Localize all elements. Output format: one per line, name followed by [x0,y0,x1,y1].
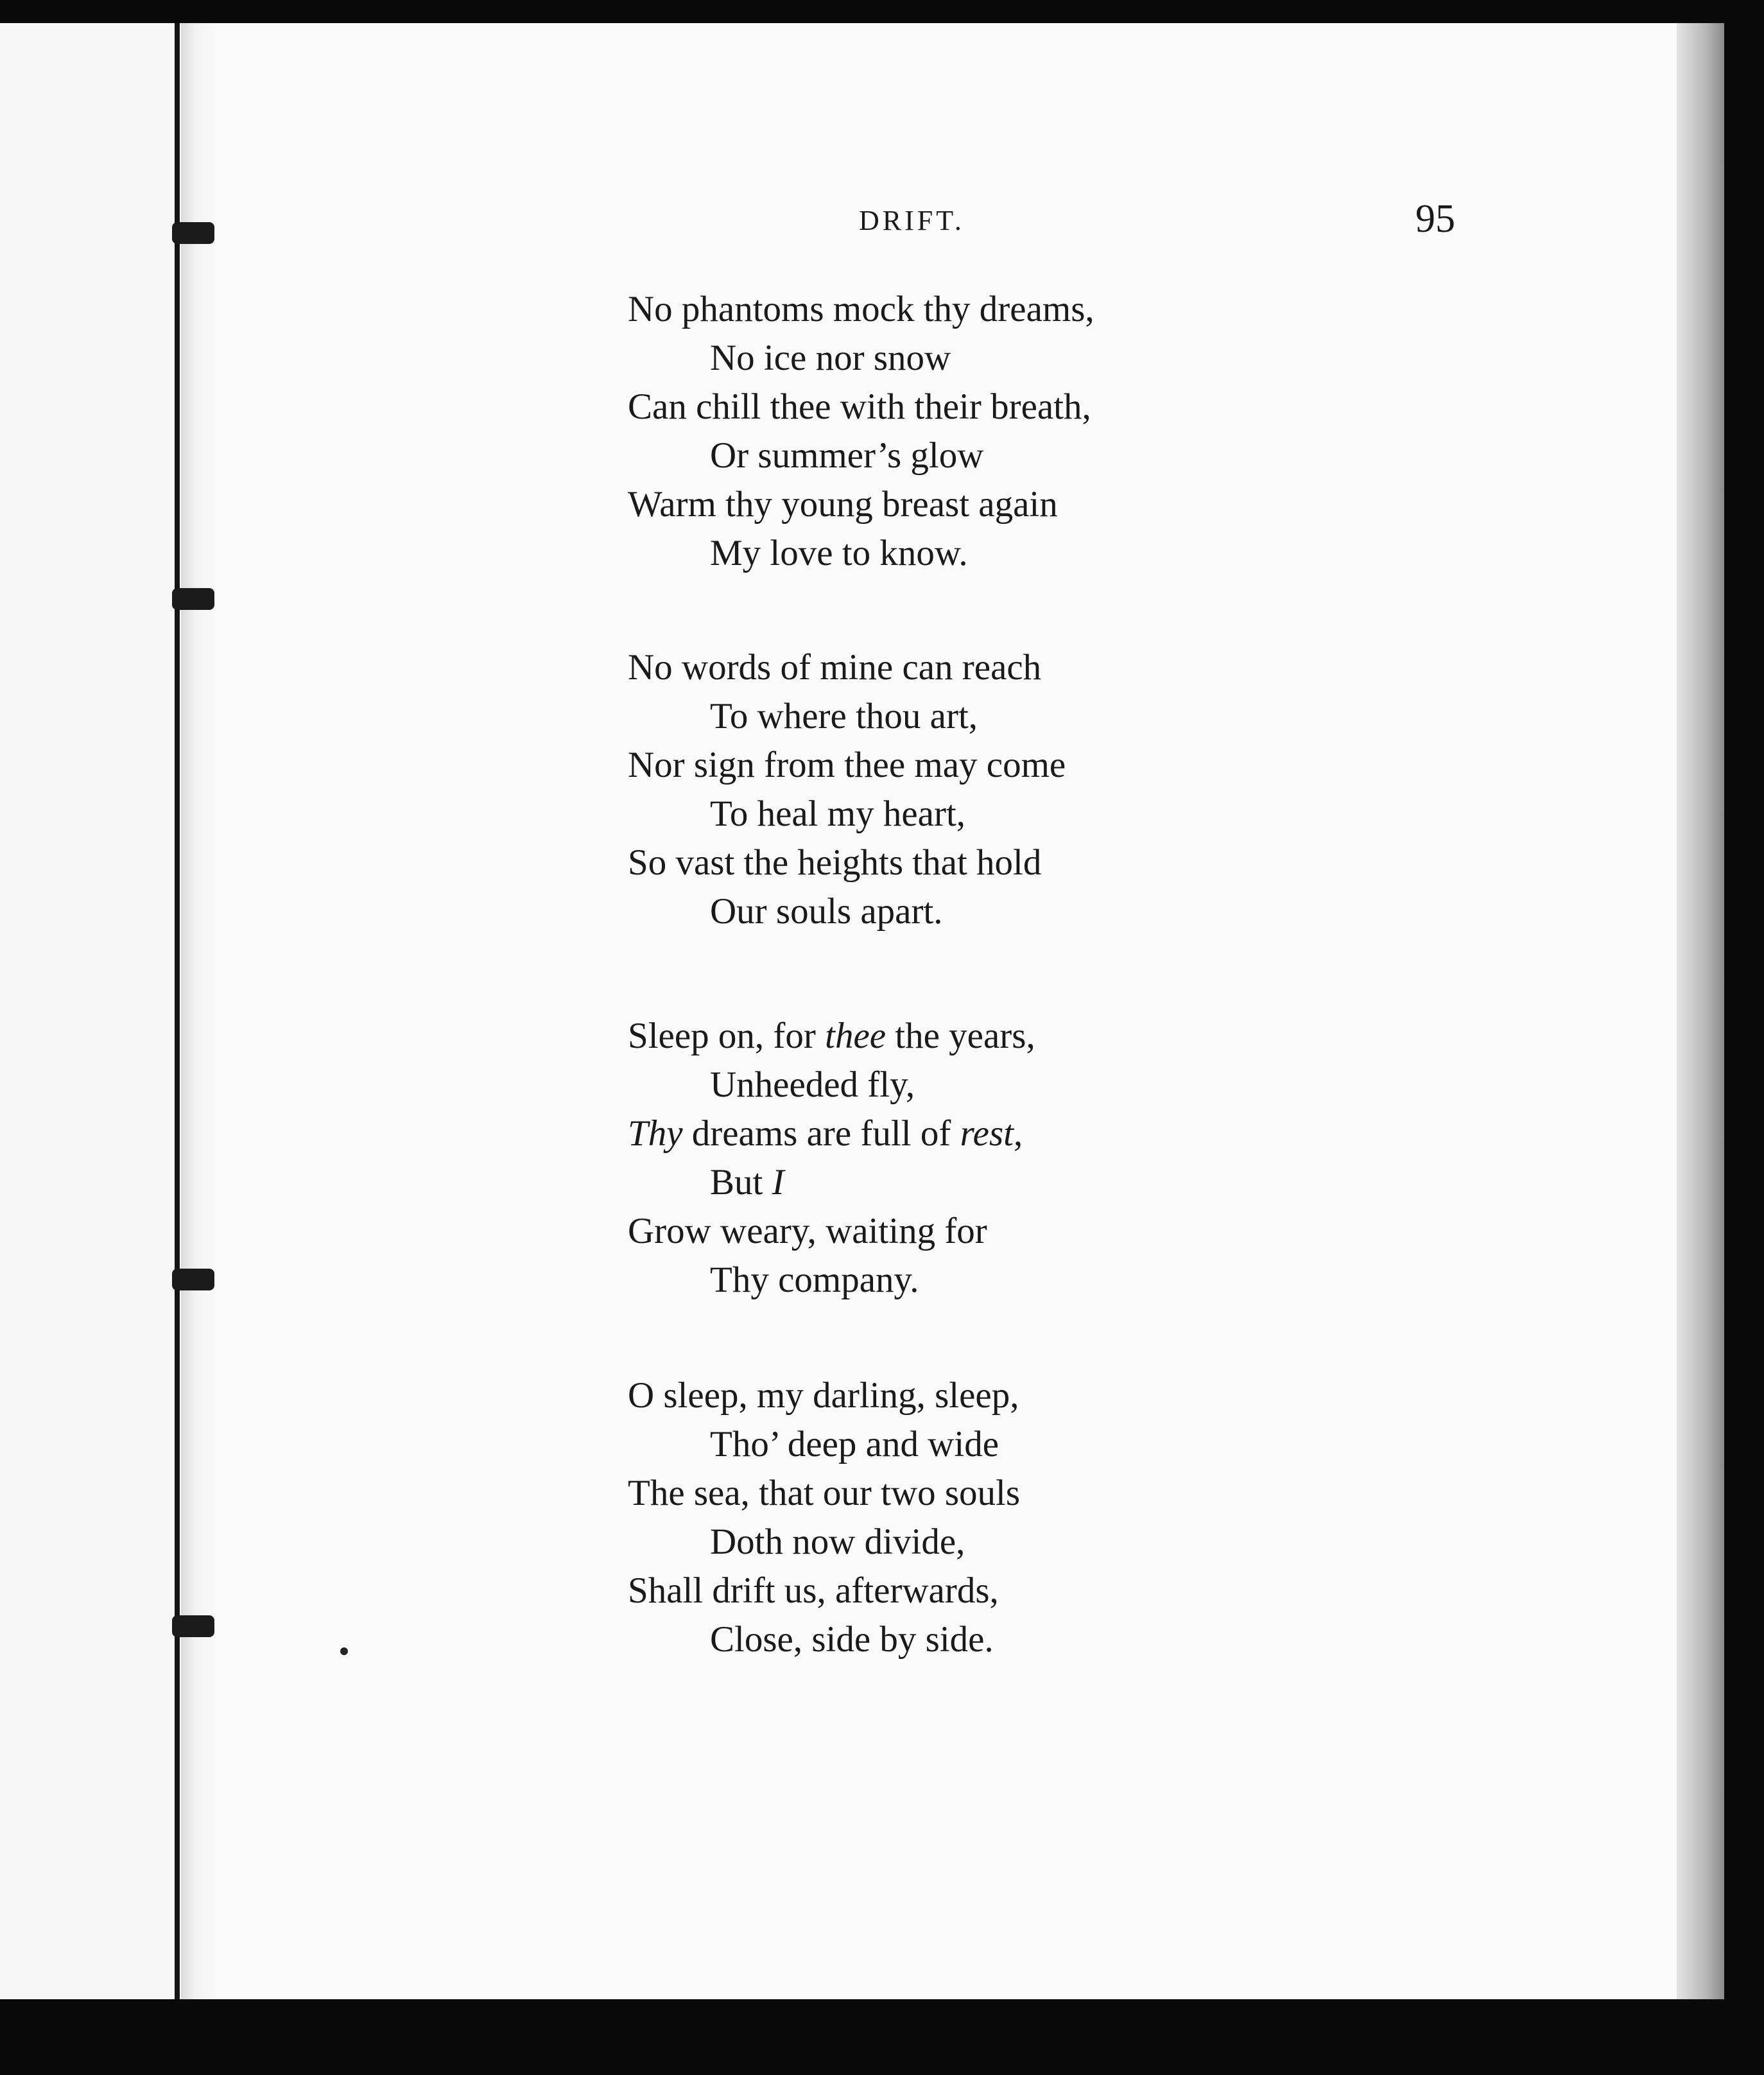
facing-page-edge [0,23,173,2001]
binding-thread-mark [172,1615,214,1637]
running-head: DRIFT. [859,205,965,236]
poem-line: Nor sign from thee may come [628,745,1066,785]
poem-line: My love to know. [710,533,968,573]
gutter-line [175,23,180,2001]
poem-line: Unheeded fly, [710,1064,915,1105]
poem-line: To where thou art, [710,696,978,736]
poem-line: To heal my heart, [710,794,966,834]
page-spread [0,23,1724,2001]
poem-line: Warm thy young breast again [628,484,1058,525]
line-segment: But [710,1162,772,1202]
stanza [628,643,1270,936]
stanza [628,285,1270,578]
italic-word: I [772,1162,784,1202]
poem-line: Can chill thee with their breath, [628,386,1091,427]
line-segment: the years, [886,1016,1035,1056]
poem-line: O sleep, my darling, sleep, [628,1375,1019,1416]
poem-line: So vast the heights that hold [628,842,1042,883]
scan-bottom-border [0,1999,1764,2075]
italic-word: rest [960,1113,1014,1154]
poem-line: Tho’ deep and wide [710,1424,999,1464]
binding-thread-mark [172,222,214,244]
line-segment: , [1013,1113,1023,1154]
italic-word: Thy [628,1113,683,1154]
stanza [628,1012,1270,1305]
poem-line: No phantoms mock thy dreams, [628,289,1094,329]
page-right-edge [1677,23,1724,2001]
poem-line [628,1012,1270,1061]
italic-word: thee [825,1016,886,1056]
binding-thread-mark [172,588,214,610]
poem-line: Doth now divide, [710,1522,965,1562]
poem-line: Grow weary, waiting for [628,1211,987,1251]
poem-line [628,1158,1270,1207]
poem-line [628,1109,1270,1158]
binding-thread-mark [172,1269,214,1290]
poem-line: The sea, that our two souls [628,1473,1021,1513]
ink-speck [340,1647,348,1655]
poem-line: Our souls apart. [710,891,943,932]
poem-line: Shall drift us, afterwards, [628,1570,999,1611]
poem-line: No words of mine can reach [628,647,1042,688]
binding-strip [181,23,218,2001]
poem-line: Or summer’s glow [710,435,984,476]
poem-line: Close, side by side. [710,1619,994,1660]
stanza [628,1371,1270,1664]
poem-line: Thy company. [710,1260,919,1300]
line-segment: Sleep on, for [628,1016,826,1056]
page-number: 95 [1415,197,1455,241]
poem-line: No ice nor snow [710,338,951,378]
line-segment: dreams are full of [682,1113,960,1154]
